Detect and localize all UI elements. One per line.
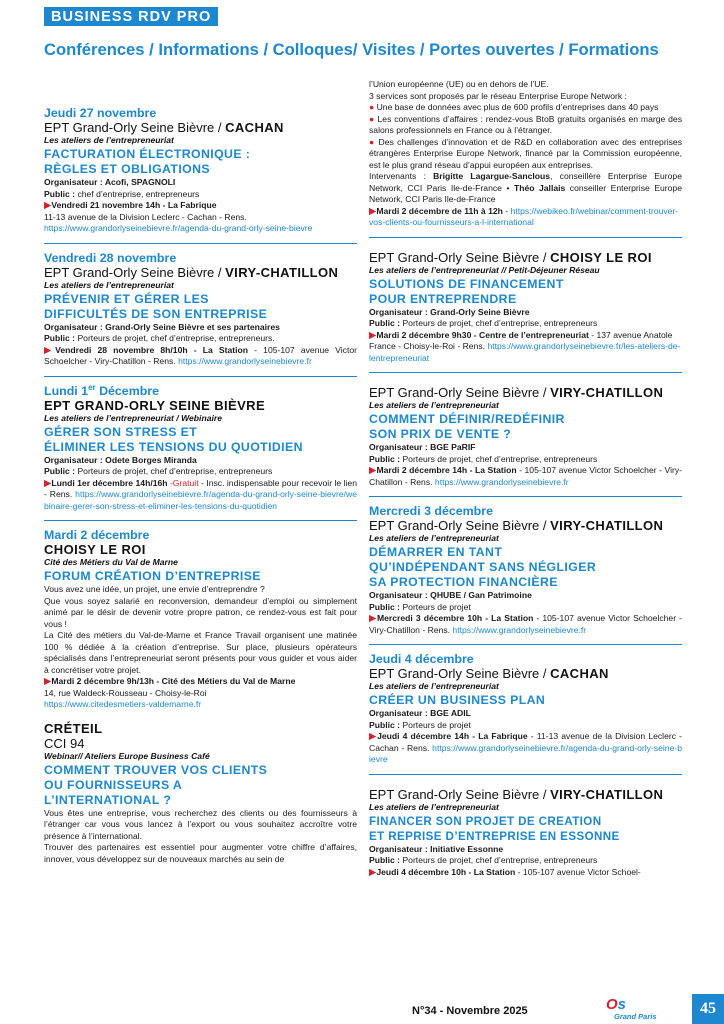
event-when: ▶Jeudi 4 décembre 10h - La Station - 105-107 avenue Victor Schoel- (369, 866, 641, 878)
event-when: ▶Vendredi 21 novembre 14h - La Fabrique (44, 200, 217, 211)
event-public: Public : Porteurs de projet, chef d’entreprise, entrepreneurs (44, 466, 273, 476)
arrow-right-icon: ▶ (369, 731, 378, 742)
event-when: ▶Mardi 2 décembre 9h30 - Centre de l’entrepreneuriat - 137 avenue Anatole France - Choisy-le-Roi - Rens. https://www.grandorlyseinebievre.fr/les-ateliers-de-lentrepreneuriat (369, 329, 681, 363)
right-column (369, 79, 682, 886)
bullet-icon: ● (369, 113, 378, 124)
event-series: Les ateliers de l’entrepreneuriat (44, 279, 174, 290)
event-address: 11-13 avenue de la Division Leclerc - Cachan - Rens. (44, 211, 247, 222)
bullet-item: ● Des challenges d’innovation et de R&D en collaboration avec des entreprises étrangères Enterprise Europe Network, financé par la Commission européenne, est le plus grand réseau d’appui européen aux entreprises. (369, 136, 682, 170)
bullet-icon: ● (369, 102, 377, 112)
arrow-right-icon: ▶ (44, 676, 52, 687)
event-when: ▶Jeudi 4 décembre 14h - La Fabrique - 11-13 avenue de la Division Leclerc - Cachan - Rens. https://www.grandorlyseinebievre.fr/agenda-du-grand-orly-seine-bievre (369, 731, 683, 764)
event-public: Public : Porteurs de projet (369, 601, 471, 612)
event-organizer: Organisateur : QHUBE / Gan Patrimoine (369, 590, 532, 600)
event-date: Mardi 2 décembre (44, 528, 150, 542)
left-column (44, 78, 357, 873)
event-title: SOLUTIONS DE FINANCEMENT POUR ENTREPRENDRE (369, 276, 564, 306)
event-stress (44, 377, 357, 522)
event-link[interactable]: https://www.grandorlyseinebievre.fr (434, 476, 569, 487)
event-public: Public : Porteurs de projet (369, 719, 471, 730)
event-financer-projet (369, 775, 682, 887)
event-series: Webinar// Ateliers Europe Business Café (44, 750, 210, 761)
event-paragraph: Trouver des partenaires est essentiel pour augmenter votre chiffre d’affaires, innover, vous développez sur de nouveaux marchés au sein de (44, 842, 357, 864)
arrow-right-icon: ▶ (369, 613, 377, 624)
event-link[interactable]: https://www.grandorlyseinebievre.fr/agenda-du-grand-orly-seine-bievre (44, 223, 313, 233)
section-badge: BUSINESS RDV PRO (44, 7, 218, 26)
event-place: EPT Grand-Orly Seine Bièvre / VIRY-CHATILLON (369, 518, 664, 533)
event-place: EPT Grand-Orly Seine Bièvre / VIRY-CHATILLON (44, 264, 339, 280)
event-speakers: Intervenants : Brigitte Lagargue-Sanclous, conseillère Enterprise Europe Network, CCI Paris Ile-de-France • Théo Jallais conseiller Enterprise Europe Network, CCI Paris Ile-de-France (369, 171, 682, 204)
event-organizer: Organisateur : Odete Borges Miranda (44, 454, 197, 465)
event-prix-vente (369, 373, 682, 497)
event-place: EPT Grand-Orly Seine Bièvre / VIRY-CHATILLON (369, 786, 664, 802)
event-date: Vendredi 28 novembre (44, 250, 177, 265)
event-place: CHOISY LE ROI (44, 542, 146, 557)
event-financement (369, 238, 682, 374)
event-link[interactable]: https://www.citedesmetiers-valdemarne.fr (44, 699, 202, 709)
event-series: Les ateliers de l’entrepreneuriat / Webinaire (44, 412, 222, 423)
event-organizer: Organisateur : Initiative Essonne (369, 843, 504, 854)
event-when: ▶Vendredi 28 novembre 8h/10h - La Station - 105-107 avenue Victor Schoelcher - Viry-Chatillon - Rens. https://www.grandorlyseinebievre.fr (44, 344, 357, 366)
event-place: EPT Grand-Orly Seine Bièvre / VIRY-CHATILLON (369, 385, 664, 400)
event-paragraph: La Cité des métiers du Val-de-Marne et France Travail organisent une matinée 100 % dédiée à la création d’entreprise. Sur place, plusieurs opérateurs spécialisés dans l’entrepreneuriat seront présents pour vous guider et vous aider à concrétiser votre projet. (44, 630, 357, 675)
event-business-plan (369, 645, 682, 775)
event-paragraph: Vous avez une idée, un projet, une envie d’entreprendre ? (44, 584, 265, 594)
event-place: EPT GRAND-ORLY SEINE BIÈVRE (44, 397, 266, 413)
arrow-right-icon: ▶ (369, 465, 377, 476)
event-prevenir (44, 244, 357, 377)
event-title: FINANCER SON PROJET DE CREATION ET REPRISE D’ENTREPRISE EN ESSONNE (369, 814, 620, 843)
event-public: Public : Porteurs de projet, chef d’entreprise, entrepreneurs. (44, 333, 275, 343)
event-link[interactable]: https://webikeo.fr/webinar/comment-trouver-vos-clients-ou-fournisseurs-a-l-international (369, 205, 679, 227)
event-link[interactable]: https://www.grandorlyseinebievre.fr/les-ateliers-de-lentrepreneuriat (369, 341, 681, 363)
arrow-right-icon: ▶ (369, 866, 377, 878)
event-place: EPT Grand-Orly Seine Bièvre / CACHAN (44, 120, 284, 135)
event-series: Cité des Métiers du Val de Marne (44, 557, 178, 567)
event-facturation (44, 78, 357, 244)
event-series: Les ateliers de l’entrepreneuriat (44, 135, 174, 145)
event-international-continued (369, 79, 682, 238)
arrow-right-icon: ▶ (44, 344, 56, 356)
event-organizer: Organisateur : Grand-Orly Seine Bièvre et ses partenaires (44, 321, 280, 332)
event-organizer: Organisateur : BGE PaRIF (369, 442, 476, 452)
bullet-item: ● Les conventions d’affaires : rendez-vous BtoB gratuits organisés en marge des salons professionnels en France ou à l’étranger. (369, 113, 682, 135)
arrow-right-icon: ▶ (369, 329, 377, 341)
magazine-logo: Os Grand Paris (606, 996, 657, 1021)
event-international (44, 719, 357, 874)
event-address: 14, rue Waldeck-Rousseau - Choisy-le-Roi (44, 687, 207, 698)
event-link[interactable]: https://www.grandorlyseinebievre.fr/agenda-du-grand-orly-seine-bievre/webinaire-gerer-son-stress-et-eliminer-les-tensions-du-quotidien (44, 489, 357, 511)
event-title: DÉMARRER EN TANT QU’INDÉPENDANT SANS NÉGLIGER SA PROTECTION FINANCIÈRE (369, 545, 597, 589)
arrow-right-icon: ▶ (44, 477, 52, 489)
event-organizer: Organisateur : Grand-Orly Seine Bièvre (369, 306, 530, 317)
event-place: EPT Grand-Orly Seine Bièvre / CACHAN (369, 666, 609, 681)
event-series: Les ateliers de l’entrepreneuriat (369, 801, 499, 812)
event-title: COMMENT DÉFINIR/REDÉFINIR SON PRIX DE VENTE ? (369, 412, 565, 441)
event-series: Les ateliers de l’entrepreneuriat (369, 533, 499, 543)
event-public: Public : chef d’entreprise, entrepreneurs (44, 188, 200, 199)
event-date: Lundi 1er Décembre (44, 382, 159, 398)
event-public: Public : Porteurs de projet, chef d’entreprise, entrepreneurs (369, 855, 598, 865)
arrow-right-icon: ▶ (369, 205, 377, 217)
event-organizer-name: CCI 94 (44, 735, 85, 751)
event-title: FACTURATION ÉLECTRONIQUE : RÈGLES ET OBLIGATIONS (44, 147, 251, 176)
event-paragraph: l’Union européenne (UE) ou en dehors de l’UE. (369, 79, 549, 89)
event-when: ▶Mardi 2 décembre de 11h à 12h - https://webikeo.fr/webinar/comment-trouver-vos-clients-ou-fournisseurs-a-l-international (369, 205, 679, 227)
event-series: Les ateliers de l’entrepreneuriat (369, 400, 499, 410)
bullet-item: ● Une base de données avec plus de 600 profils d’entreprises dans 40 pays (369, 102, 659, 112)
event-when: ▶Lundi 1er décembre 14h/16h -Gratuit - Insc. indispensable pour recevoir le lien - Rens. https://www.grandorlyseinebievre.fr/agenda-du-grand-orly-seine-bievre/webinaire-gerer-son-stress-et-eliminer-les-tensions-du-quotidien (44, 477, 357, 511)
event-independant (369, 497, 682, 645)
event-series: Les ateliers de l’entrepreneuriat // Petit-Déjeuner Réseau (369, 264, 600, 275)
event-paragraph: Que vous soyez salarié en reconversion, demandeur d’emploi ou simplement animé par le désir de devenir votre propre patron, ce rendez-vous est fait pour vous ! (44, 595, 357, 629)
event-title: COMMENT TROUVER VOS CLIENTS OU FOURNISSEURS A L’INTERNATIONAL ? (44, 762, 268, 807)
page-number: 45 (692, 994, 724, 1024)
event-title: CRÉER UN BUSINESS PLAN (369, 693, 546, 707)
section-subtitle: Conférences / Informations / Colloques/ Visites / Portes ouvertes / Formations (44, 40, 659, 59)
event-when: ▶Mercredi 3 décembre 10h - La Station - 105-107 avenue Victor Schoelcher - Viry-Chatillon - Rens. https://www.grandorlyseinebievre.fr (369, 613, 682, 635)
event-title: FORUM CRÉATION D’ENTREPRISE (44, 569, 261, 583)
event-organizer: Organisateur : BGE ADIL (369, 708, 471, 718)
event-paragraph: Vous êtes une entreprise, vous recherchez des clients ou des fournisseurs à l’étranger car vous vous lancez à l’export ou vous souhaitez accroître votre présence à l’international. (44, 807, 357, 841)
event-link[interactable]: https://www.grandorlyseinebievre.fr (178, 356, 312, 366)
event-place: CRÉTEIL (44, 720, 103, 736)
event-when: ▶Mardi 2 décembre 9h/13h - Cité des Métiers du Val de Marne (44, 676, 296, 687)
event-place: EPT Grand-Orly Seine Bièvre / CHOISY LE ROI (369, 249, 652, 265)
event-title: PRÉVENIR ET GÉRER LES DIFFICULTÉS DE SON ENTREPRISE (44, 291, 268, 321)
event-date: Jeudi 4 décembre (369, 652, 474, 666)
event-link[interactable]: https://www.grandorlyseinebievre.fr (452, 624, 587, 635)
event-link[interactable]: https://www.grandorlyseinebievre.fr/agenda-du-grand-orly-seine-bievre (369, 742, 682, 764)
event-series: Les ateliers de l’entrepreneuriat (369, 681, 499, 691)
event-public: Public : Porteurs de projet, chef d’entreprise, entrepreneurs (369, 318, 598, 328)
event-title: GÉRER SON STRESS ET ÉLIMINER LES TENSIONS DU QUOTIDIEN (44, 424, 303, 454)
event-forum (44, 521, 357, 719)
issue-number: N°34 - Novembre 2025 (412, 1005, 528, 1017)
event-date: Mercredi 3 décembre (369, 504, 493, 518)
event-date: Jeudi 27 novembre (44, 106, 157, 120)
bullet-icon: ● (369, 136, 379, 147)
event-public: Public : Porteurs de projet, chef d’entreprise, entrepreneurs (369, 453, 598, 464)
event-paragraph: 3 services sont proposés par le réseau Enterprise Europe Network : (369, 90, 627, 101)
event-organizer: Organisateur : Acofi, SPAGNOLI (44, 177, 176, 187)
event-when: ▶Mardi 2 décembre 14h - La Station - 105-107 avenue Victor Schoelcher - Viry-Chatillon - Rens. https://www.grandorlyseinebievre.fr (369, 465, 682, 487)
arrow-right-icon: ▶ (44, 200, 52, 211)
